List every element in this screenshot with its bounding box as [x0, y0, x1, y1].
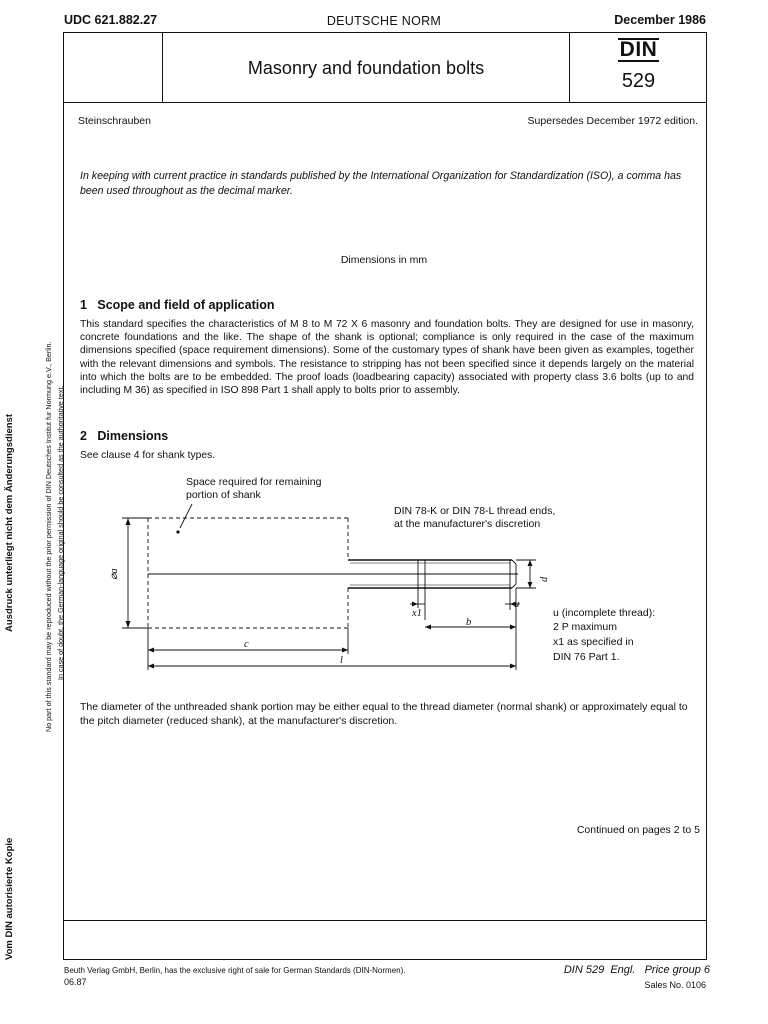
section-1-body: This standard specifies the characteristics of M 8 to M 72 X 6 masonry and foundation bolts. They are designed for use in masonry, concrete foundations and the like. The shape of the shank is optional; compliance is only required in the case of the maximum dimensions specified (space requirement dimensions). Some of the customary types of shank have been given as examples, together with the relevant dimensions and symbols. The resistance to stripping has not been specified since it depends largely on the material into which the bolts are to be embedded. The proof loads (loadbearing capacity) associated with property class 3.6 bolts (up to and including M 36) as specified in ISO 898 Part 1 shall apply to bolts prior to assembly.: [80, 319, 694, 397]
legend-line3: x1 as specified in: [553, 636, 634, 648]
din-number: 529: [621, 70, 656, 92]
legend-line2: 2 P maximum: [553, 621, 617, 633]
space-label-line2: portion of shank: [186, 489, 261, 501]
shank-note: The diameter of the unthreaded shank portion may be either equal to the thread diameter (normal shank) or approximately equal to the pitch diameter (reduced shank), at the manufacturer's discretion.: [80, 701, 688, 727]
din-logo: [570, 38, 707, 93]
section-2-heading: [80, 429, 168, 443]
sales-number: Sales No. 0106: [644, 980, 706, 990]
title-block-divider: [63, 102, 707, 103]
space-label-line1: Space required for remaining: [186, 476, 322, 488]
publisher-note: Beuth Verlag GmbH, Berlin, has the exclusive right of sale for German Standards (DIN-Normen).: [64, 966, 406, 975]
space-label-leader: [180, 504, 192, 528]
dimensions-note: Dimensions in mm: [340, 254, 428, 266]
section-2-title: Dimensions: [97, 429, 169, 443]
legend-line4: DIN 76 Part 1.: [553, 651, 620, 663]
legend-line1: u (incomplete thread):: [553, 607, 656, 619]
section-1-number: 1: [80, 298, 87, 312]
d-arrow-bottom: [528, 582, 533, 588]
section-2-number: 2: [80, 429, 87, 443]
copyright-note-line2: In case of doubt, the German-language original should be consulted as the authoritative text.: [56, 385, 65, 680]
norm-label: DEUTSCHE NORM: [326, 14, 442, 28]
chamfer-bottom: [512, 584, 516, 588]
d-symbol: d: [539, 576, 550, 582]
b-arrow-left: [425, 625, 431, 630]
x1-arrow: [412, 602, 418, 607]
l-arrow-left: [148, 664, 154, 669]
space-label-dot: [176, 530, 179, 533]
l-symbol: l: [340, 655, 343, 666]
b-arrow-right: [510, 625, 516, 630]
section-1-title: Scope and field of application: [97, 298, 275, 312]
bolt-drawing: [100, 470, 700, 680]
da-symbol: ⌀a: [109, 568, 120, 580]
chamfer-top: [512, 560, 516, 564]
issue-date: December 1986: [614, 13, 706, 27]
din-logo-text: DIN: [619, 38, 658, 61]
change-service-note: Ausdruck unterliegt nicht dem Änderungsdienst: [4, 414, 15, 632]
section-2-body: See clause 4 for shank types.: [80, 450, 216, 461]
udc-code: UDC 621.882.27: [64, 13, 158, 27]
authorized-copy-note: Vom DIN autorisierte Kopie: [4, 837, 15, 960]
d-arrow-top: [528, 560, 533, 566]
c-symbol: c: [244, 639, 249, 650]
da-arrow-bottom: [126, 621, 131, 628]
continued-note: Continued on pages 2 to 5: [576, 824, 700, 836]
x1-symbol: x1: [412, 608, 422, 619]
decimal-marker-note: In keeping with current practice in standards published by the International Organization for Standardization (ISO), a comma has been used throughout as the decimal marker.: [80, 170, 682, 197]
document-title: Masonry and foundation bolts: [247, 58, 485, 78]
supersedes-note: Supersedes December 1972 edition.: [527, 115, 698, 127]
document-code: 06.87: [64, 977, 87, 987]
da-arrow-top: [126, 518, 131, 525]
thread-label-line1: DIN 78-K or DIN 78-L thread ends,: [394, 505, 556, 517]
german-title: Steinschrauben: [78, 115, 151, 127]
copyright-note-line1: No part of this standard may be reproduced without the prior permission of DIN Deutsches Institut fur Normung e.V., Berlin.: [44, 341, 53, 732]
b-symbol: b: [466, 617, 472, 628]
din-reference: DIN 529 Engl. Price group 6: [563, 964, 710, 976]
c-arrow-right: [342, 648, 348, 653]
u-symbol: u: [514, 599, 520, 610]
footer-block-divider: [63, 920, 707, 921]
section-1-heading: [80, 298, 274, 312]
thread-label-line2: at the manufacturer's discretion: [394, 518, 541, 530]
l-arrow-right: [510, 664, 516, 669]
c-arrow-left: [148, 648, 154, 653]
